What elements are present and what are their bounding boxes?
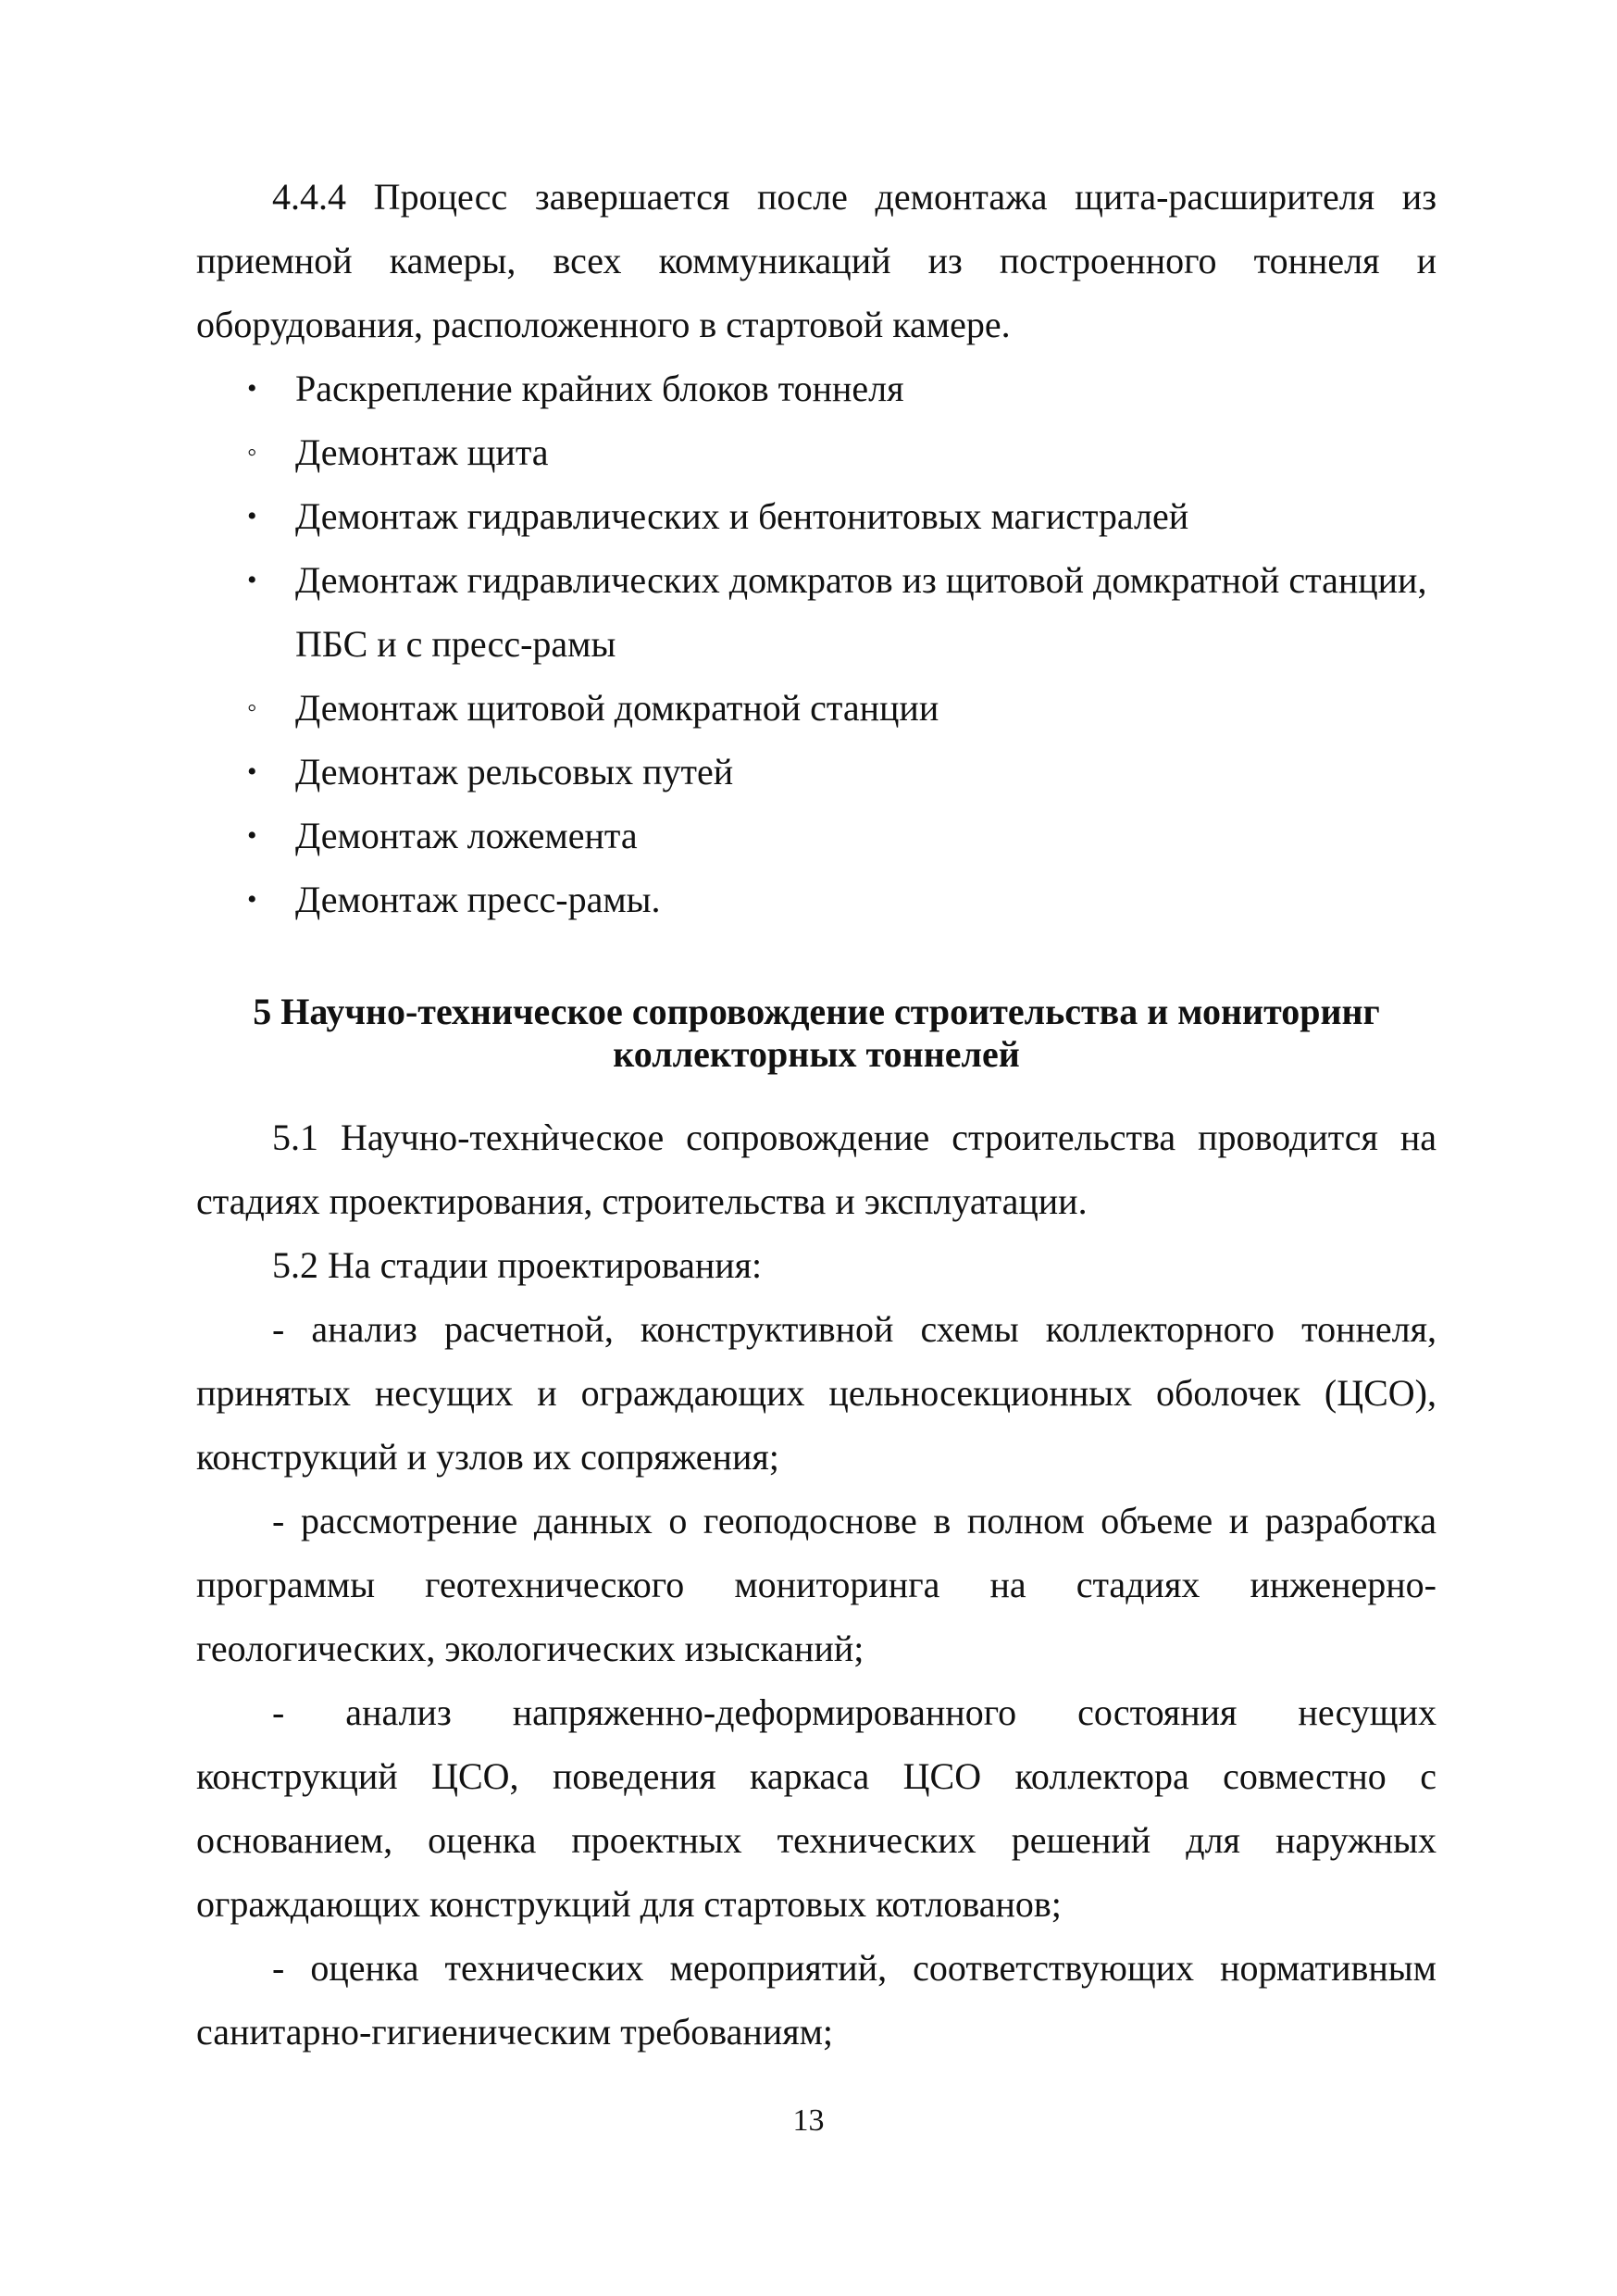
design-stage-item: - рассмотрение данных о геоподоснове в полном объеме и разработка программы геотехнического мониторинга на стадиях инженерно-геологических, экологических изысканий;	[196, 1500, 1437, 1669]
design-stage-item: - анализ напряженно-деформированного состояния несущих конструкций ЦСО, поведения каркаса ЦСО коллектора совместно с основанием, оценка проектных технических решений для наружных ограждающих конструкций для стартовых котлованов;	[196, 1691, 1437, 1925]
dismantling-step	[247, 548, 1437, 676]
dismantling-step-text: Демонтаж гидравлических и бентонитовых магистралей	[295, 495, 1189, 537]
bullet-icon: •	[247, 820, 257, 851]
bullet-icon: •	[247, 565, 257, 595]
dismantling-steps-list	[196, 356, 1437, 931]
dismantling-step	[247, 804, 1437, 867]
design-stage-item: - анализ расчетной, конструктивной схемы коллекторного тоннеля, принятых несущих и ограждающих цельносекционных оболочек (ЦСО), конструкций и узлов их сопряжения;	[196, 1308, 1437, 1478]
design-stage-list	[196, 1297, 1437, 2064]
dismantling-step	[247, 356, 1437, 420]
dismantling-step-text: Демонтаж пресс-рамы.	[295, 879, 661, 920]
dismantling-step-text: Раскрепление крайних блоков тоннеля	[295, 368, 904, 409]
dismantling-step	[247, 420, 1437, 484]
section-5-heading-line2: коллекторных тоннелей	[613, 1033, 1020, 1075]
dismantling-step-text: Демонтаж гидравлических домкратов из щитовой домкратной станции, ПБС и с пресс-рамы	[295, 559, 1427, 665]
bullet-icon: •	[247, 884, 257, 915]
section-5-heading-line1: 5 Научно-техническое сопровождение строительства и мониторинг	[253, 991, 1380, 1032]
paragraph-4-4-4: 4.4.4 Процесс завершается после демонтажа щита-расширителя из приемной камеры, всех коммуникаций из построенного тоннеля и оборудования, расположенного в стартовой камере.	[196, 176, 1437, 345]
dismantling-step-text: Демонтаж ложемента	[295, 815, 638, 856]
dismantling-step	[247, 676, 1437, 740]
paragraph-5-1: 5.1 Научно-технѝческое сопровождение строительства проводится на стадиях проектирования, строительства и эксплуатации.	[196, 1117, 1437, 1222]
design-stage-item: - оценка технических мероприятий, соответствующих нормативным санитарно-гигиеническим требованиям;	[196, 1947, 1437, 2053]
paragraph-5-2: 5.2 На стадии проектирования:	[272, 1244, 763, 1286]
bullet-icon: •	[247, 501, 257, 531]
dismantling-step-text: Демонтаж щитовой домкратной станции	[295, 687, 939, 729]
page-body	[196, 165, 1437, 2064]
dismantling-step	[247, 867, 1437, 931]
bullet-icon: •	[247, 756, 257, 787]
page-number: 13	[792, 2103, 825, 2138]
bullet-icon: •	[247, 373, 257, 404]
dismantling-step	[247, 484, 1437, 548]
dismantling-step-text: Демонтаж рельсовых путей	[295, 751, 734, 792]
dismantling-step	[247, 740, 1437, 804]
hollow-bullet-icon: ◦	[247, 437, 257, 468]
dismantling-step-text: Демонтаж щита	[295, 431, 549, 473]
section-5-heading	[196, 991, 1437, 1076]
hollow-bullet-icon: ◦	[247, 693, 257, 723]
